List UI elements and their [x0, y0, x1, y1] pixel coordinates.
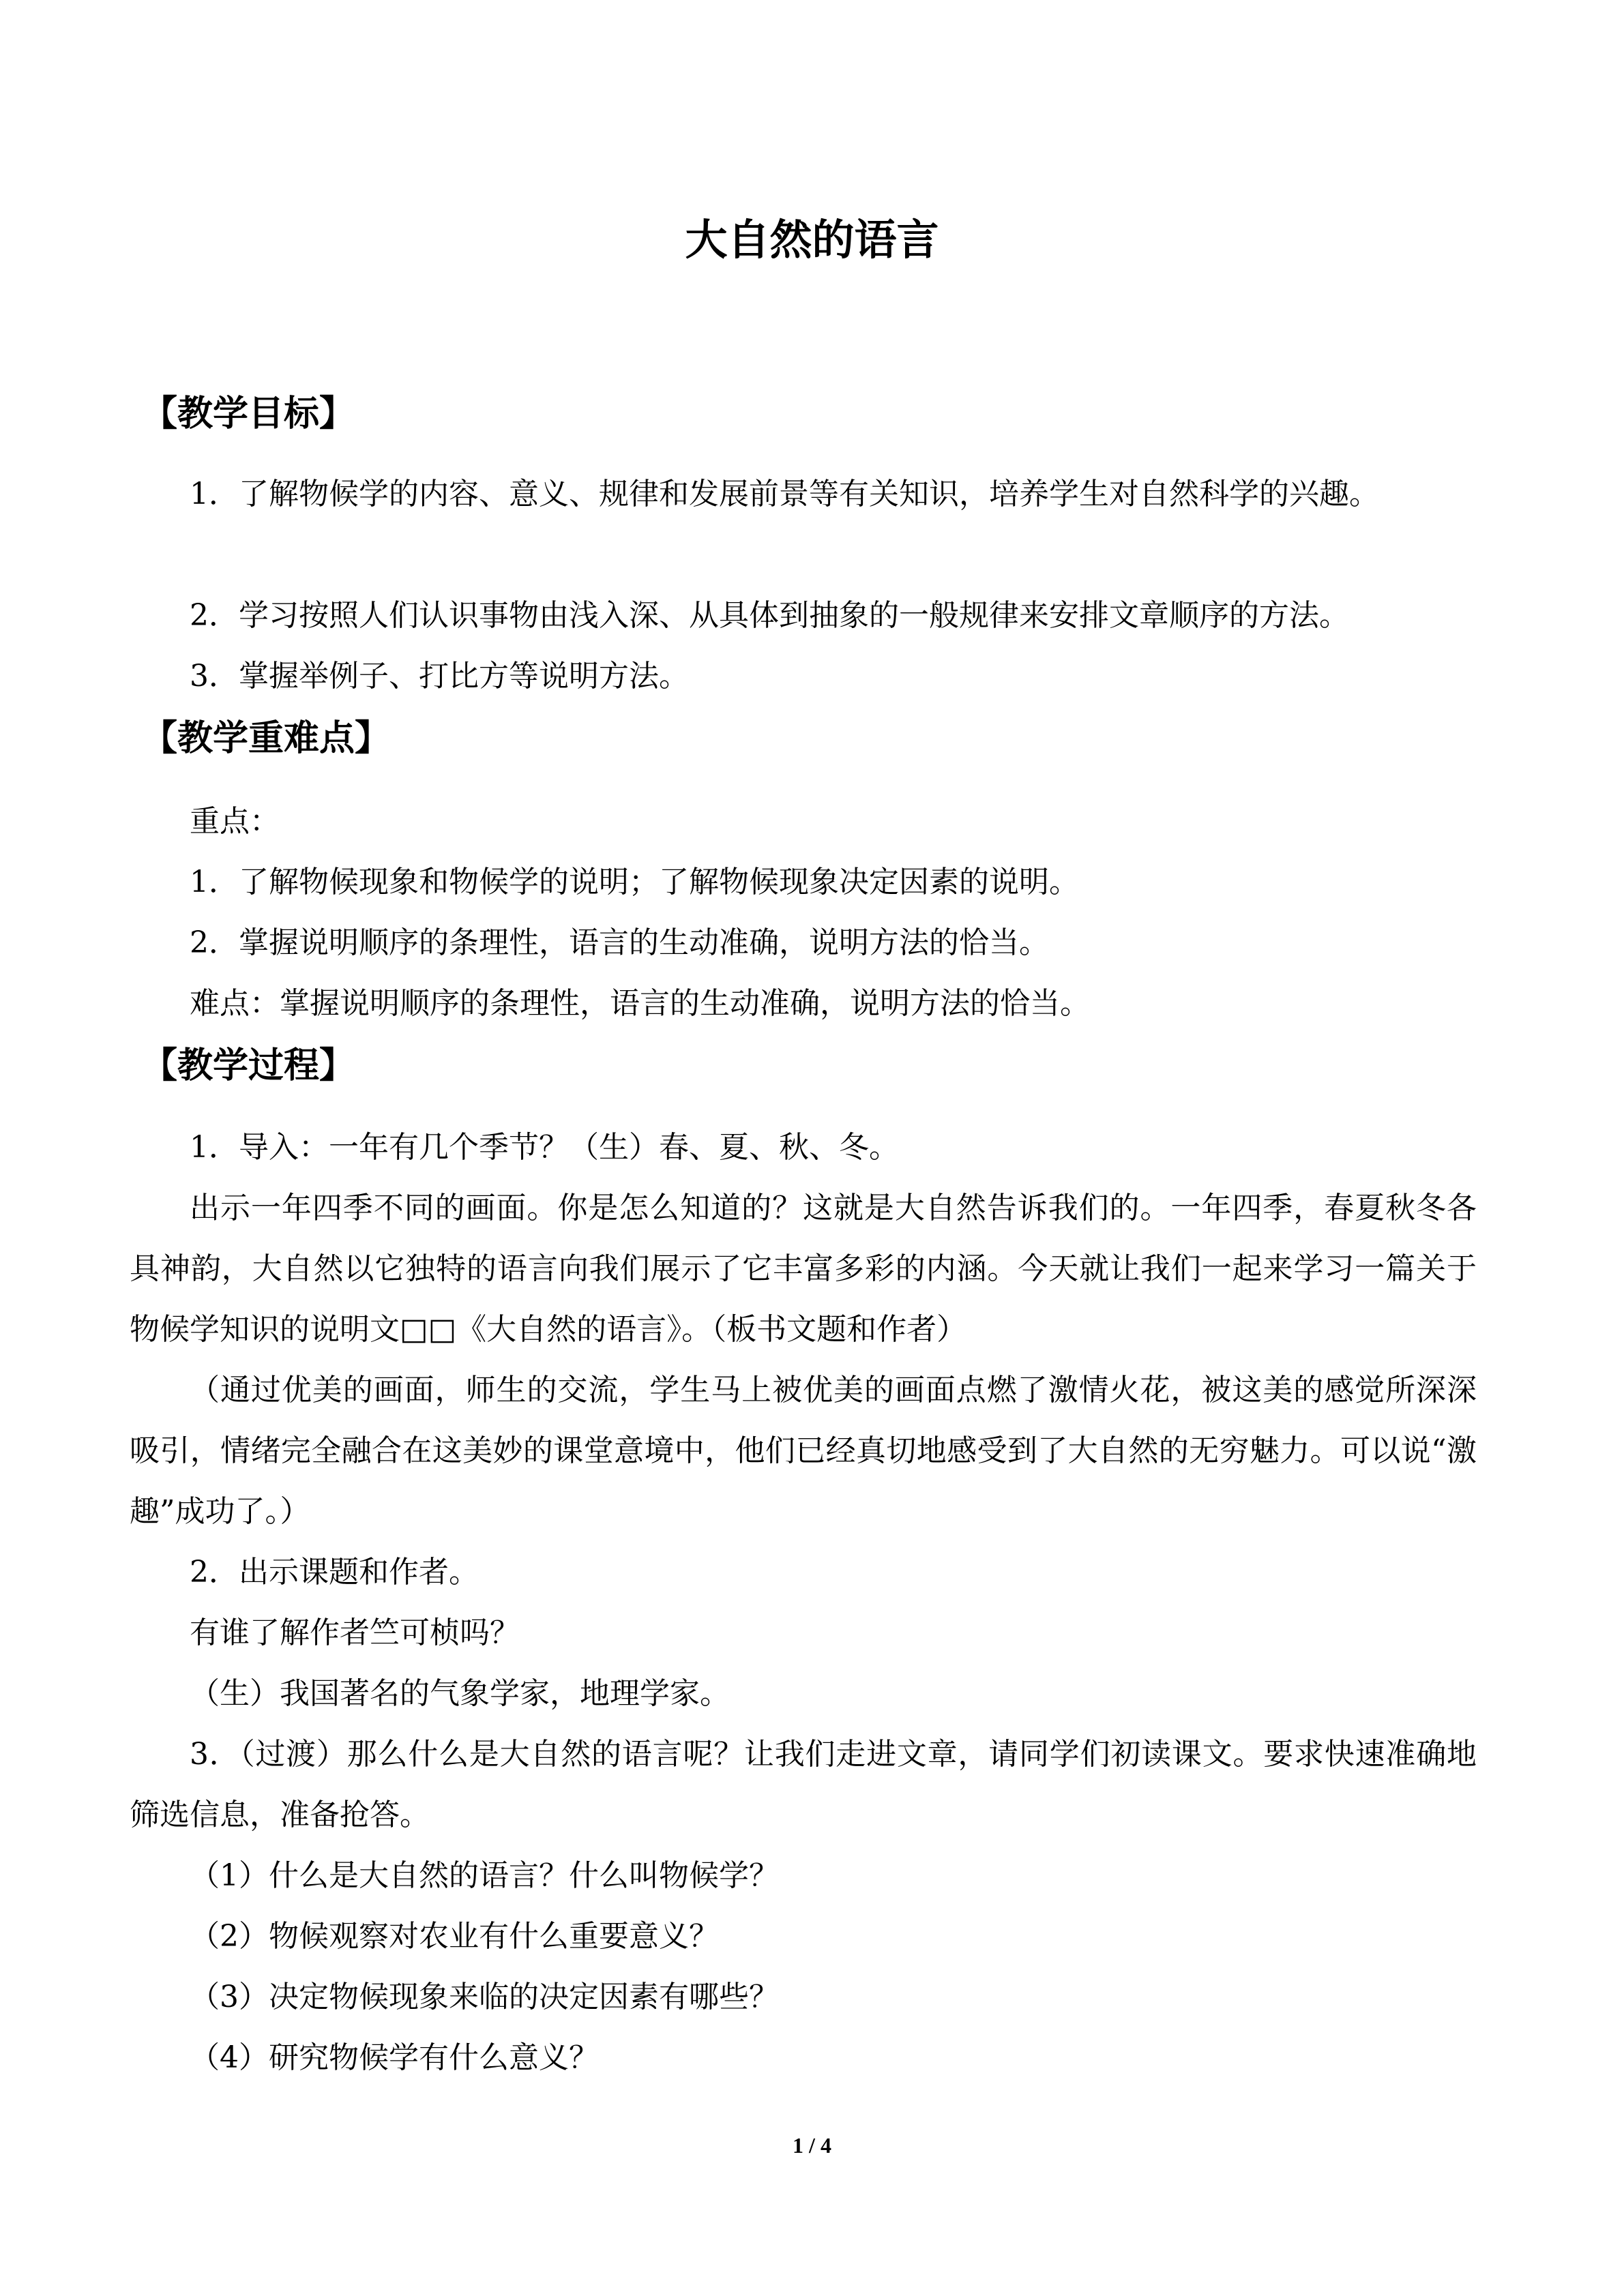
- paragraph: 重点：: [190, 804, 280, 839]
- page-title: 大自然的语言: [685, 215, 939, 265]
- paragraph: 难点：掌握说明顺序的条理性，语言的生动准确，说明方法的恰当。: [190, 986, 1090, 1021]
- paragraph: 1．导入：一年有几个季节？（生）春、夏、秋、冬。: [190, 1130, 899, 1165]
- paragraph: 1．了解物候现象和物候学的说明；了解物候现象决定因素的说明。: [190, 865, 1079, 899]
- list-item: （3）决定物候现象来临的决定因素有哪些？: [190, 1980, 779, 2014]
- list-item: （1）什么是大自然的语言？什么叫物候学？: [190, 1858, 779, 1893]
- section-heading-objectives: 【教学目标】: [142, 393, 355, 434]
- paragraph: （生）我国著名的气象学家，地理学家。: [190, 1676, 730, 1711]
- paragraph: 1．了解物候学的内容、意义、规律和发展前景等有关知识，培养学生对自然科学的兴趣。: [190, 477, 1379, 511]
- page-number: 1 / 4: [793, 2133, 831, 2158]
- paragraph: 2．掌握说明顺序的条理性，语言的生动准确，说明方法的恰当。: [190, 925, 1049, 960]
- paragraph: 2．学习按照人们认识事物由浅入深、从具体到抽象的一般规律来安排文章顺序的方法。: [190, 598, 1349, 633]
- paragraph: 3．（过渡）那么什么是大自然的语言呢？让我们走进文章，请同学们初读课文。要求快速准确地筛选信息，准备抢答。: [130, 1737, 1477, 1832]
- section-heading-key-points: 【教学重难点】: [142, 718, 391, 759]
- list-item: （2）物候观察对农业有什么重要意义？: [190, 1919, 719, 1954]
- paragraph: （通过优美的画面，师生的交流，学生马上被优美的画面点燃了激情火花，被这美的感觉所深深吸引，情绪完全融合在这美妙的课堂意境中，他们已经真切地感受到了大自然的无穷魅力。可以说“激趣”成功了。）: [130, 1373, 1477, 1529]
- paragraph: 3．掌握举例子、打比方等说明方法。: [190, 659, 689, 694]
- list-item: （4）研究物候学有什么意义？: [190, 2040, 599, 2075]
- paragraph: 有谁了解作者竺可桢吗？: [190, 1615, 520, 1650]
- paragraph: 2．出示课题和作者。: [190, 1555, 479, 1590]
- section-heading-process: 【教学过程】: [142, 1045, 355, 1086]
- paragraph: 出示一年四季不同的画面。你是怎么知道的？这就是大自然告诉我们的。一年四季，春夏秋冬各具神韵，大自然以它独特的语言向我们展示了它丰富多彩的内涵。今天就让我们一起来学习一篇关于物候学知识的说明文□□《大自然的语言》。（板书文题和作者）: [130, 1191, 1477, 1347]
